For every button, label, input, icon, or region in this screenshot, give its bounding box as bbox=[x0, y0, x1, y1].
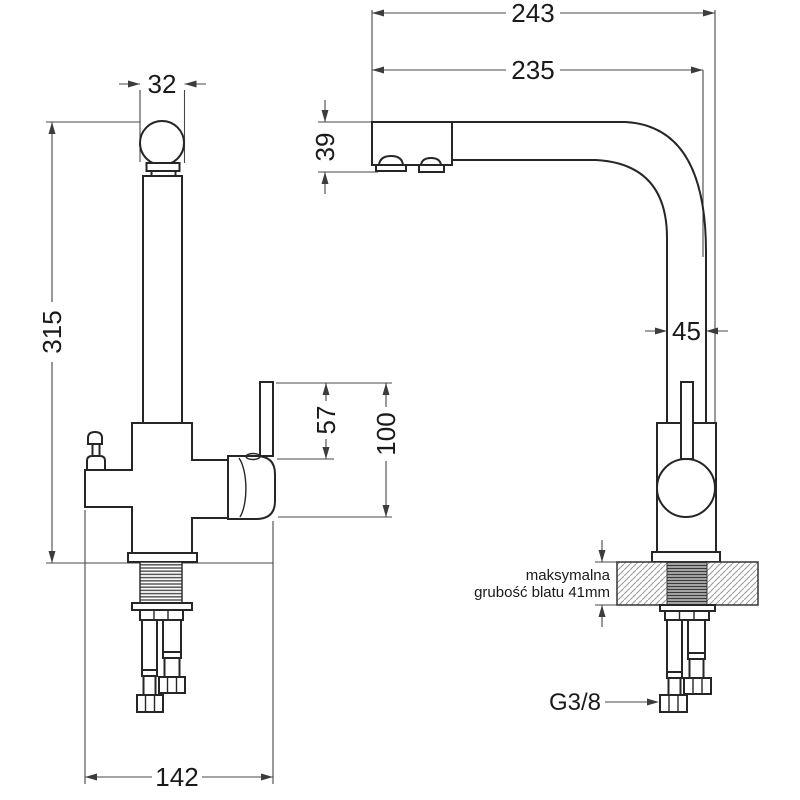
dim-total-height: 315 bbox=[37, 310, 67, 354]
counter-note-line1: maksymalna bbox=[525, 567, 610, 584]
knob-circle bbox=[140, 121, 184, 165]
riser-column bbox=[143, 176, 182, 423]
handle-ball-joint bbox=[657, 459, 715, 517]
handle-lever-side bbox=[681, 382, 693, 459]
thread-size-label: G3/8 bbox=[548, 689, 601, 716]
dim-spout-reach: 235 bbox=[511, 55, 555, 85]
supply-hose-right bbox=[159, 620, 185, 693]
knob-bracket bbox=[147, 163, 180, 171]
dim-base-width: 142 bbox=[155, 762, 199, 792]
dim-spout-height: 39 bbox=[310, 132, 340, 162]
dim-overall-depth: 243 bbox=[511, 0, 555, 28]
dim-lever-to-body-bottom: 100 bbox=[371, 412, 401, 456]
threaded-shank-side bbox=[667, 562, 707, 605]
dim-pipe-width: 45 bbox=[672, 316, 701, 346]
handle-lever bbox=[260, 382, 273, 456]
dim-head-width: 32 bbox=[147, 69, 177, 99]
mounting-nut bbox=[140, 610, 183, 620]
mounting-nut-side bbox=[665, 611, 709, 620]
mounting-washer bbox=[132, 603, 192, 610]
base-flange-side bbox=[652, 552, 720, 562]
dim-lever-to-handle-top: 57 bbox=[311, 405, 341, 435]
counter-note-line2: grubość blatu 41mm bbox=[474, 584, 610, 601]
handle-body bbox=[228, 456, 275, 519]
threaded-shank bbox=[140, 562, 182, 603]
base-flange bbox=[128, 553, 197, 562]
